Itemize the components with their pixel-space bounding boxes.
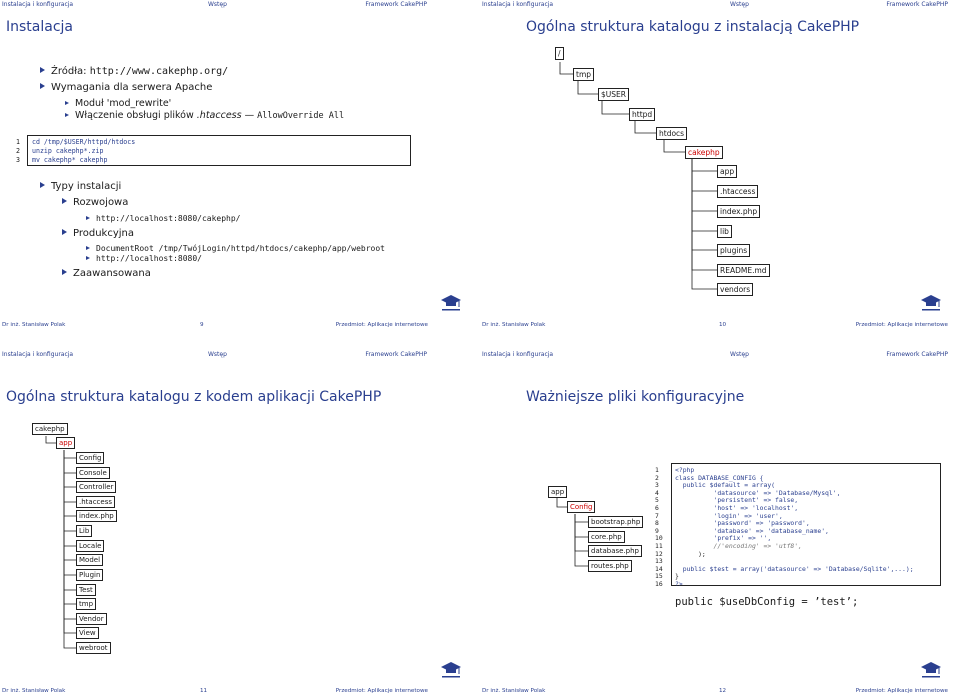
tree-node-core: core.php <box>588 531 625 543</box>
tree-node-lib: Lib <box>76 525 92 537</box>
bullet-install-types <box>40 181 121 192</box>
header-section[interactable]: Instalacja i konfiguracja <box>2 351 74 358</box>
code-line: ); <box>675 549 706 558</box>
bullet-icon <box>86 216 90 220</box>
bullet-prod-url <box>86 253 202 264</box>
line-number: 10 <box>655 534 663 543</box>
code-line: 'prefix' => '', <box>675 534 772 543</box>
bullet-icon <box>86 246 90 250</box>
header-section[interactable]: Instalacja i konfiguracja <box>2 1 74 8</box>
tree-node-cakephp: cakephp <box>32 423 68 435</box>
slide-header <box>0 0 480 10</box>
code-line: public $test = array('datasource' => 'Database/Sqlite',...); <box>675 564 914 573</box>
tree-node-routes: routes.php <box>588 560 632 572</box>
tree-node-root: / <box>555 47 564 60</box>
bullet-prod <box>62 228 134 239</box>
bullet-icon <box>62 198 67 204</box>
tree-node-plugins: plugins <box>717 244 750 257</box>
tree-node-webroot: webroot <box>76 642 111 654</box>
header-topic[interactable]: Framework CakePHP <box>886 1 948 8</box>
code-line-2 <box>16 147 104 155</box>
tree-node-console: Console <box>76 467 110 479</box>
code-text: cd /tmp/$USER/httpd/htdocs <box>32 138 136 146</box>
footer-page: 10 <box>719 322 727 328</box>
line-number: 7 <box>655 511 659 520</box>
tree-node-tmp: tmp <box>573 68 594 81</box>
footer-author: Dr inż. Stanisław Polak <box>482 688 546 694</box>
footer-course: Przedmiot: Aplikacje internetowe <box>335 688 428 694</box>
code-line: ?> <box>675 580 683 588</box>
tree-node-locale: Locale <box>76 540 104 552</box>
university-logo-icon <box>440 658 462 680</box>
prod-url[interactable]: http://localhost:8080/ <box>96 254 202 263</box>
bullet-advanced <box>62 268 151 279</box>
use-db-config-line: public $useDbConfig = ’test’; <box>675 596 859 608</box>
tree-node-user: $USER <box>598 88 629 101</box>
line-number: 1 <box>655 466 659 474</box>
code-line-1 <box>16 138 136 146</box>
line-number: 4 <box>655 488 659 497</box>
footer-course: Przedmiot: Aplikacje internetowe <box>335 322 428 328</box>
header-chapter[interactable]: Wstęp <box>208 1 227 8</box>
footer-course: Przedmiot: Aplikacje internetowe <box>855 688 948 694</box>
shell-code-box <box>16 135 411 166</box>
tree-node-test: Test <box>76 584 96 596</box>
tree-node-vendors: vendors <box>717 283 753 296</box>
tree-node-app: app <box>717 165 737 178</box>
code-line: class DATABASE_CONFIG { <box>675 473 764 482</box>
sources-url[interactable]: http://www.cakephp.org/ <box>89 66 229 77</box>
tree-node-app: app <box>56 437 75 449</box>
footer-page: 11 <box>200 688 208 694</box>
header-topic[interactable]: Framework CakePHP <box>886 351 948 358</box>
tree-node-htdocs: htdocs <box>656 127 687 140</box>
slide-footer <box>480 688 960 696</box>
header-chapter[interactable]: Wstęp <box>730 1 749 8</box>
tree-node-htaccess: .htaccess <box>76 496 115 508</box>
slide-9 <box>0 0 480 349</box>
line-number: 1 <box>16 138 20 146</box>
code-line: 'login' => 'user', <box>675 511 783 520</box>
bullet-sources <box>40 66 228 77</box>
line-number: 11 <box>655 542 663 550</box>
code-line-3 <box>16 156 108 164</box>
line-number: 6 <box>655 504 659 512</box>
line-number: 9 <box>655 526 659 535</box>
slide-title: Ważniejsze pliki konfiguracyjne <box>526 389 745 405</box>
htaccess-file: .htaccess <box>196 110 242 121</box>
footer-author: Dr inż. Stanisław Polak <box>2 322 66 328</box>
bullet-htaccess <box>65 110 344 121</box>
dev-text: Rozwojowa <box>73 197 129 208</box>
line-number: 3 <box>655 481 659 490</box>
tree-node-vendor: Vendor <box>76 613 107 625</box>
bullet-icon <box>86 256 90 260</box>
line-number: 5 <box>655 496 659 505</box>
tree-node-controller: Controller <box>76 481 116 493</box>
slide-header <box>0 350 480 360</box>
tree-node-index: index.php <box>76 510 117 522</box>
bullet-dev <box>62 197 128 208</box>
line-number: 13 <box>655 557 663 566</box>
code-text: mv cakephp* cakephp <box>32 156 108 164</box>
tree-node-plugin: Plugin <box>76 569 103 581</box>
bullet-icon <box>40 83 45 89</box>
bullet-icon <box>40 182 45 188</box>
line-number: 12 <box>655 549 663 558</box>
code-line: 'database' => 'database_name', <box>675 526 829 535</box>
prod-text: Produkcyjna <box>73 228 135 239</box>
university-logo-icon <box>920 658 942 680</box>
footer-page: 9 <box>200 322 204 328</box>
code-line: public $default = array( <box>675 481 776 490</box>
tree-node-cakephp: cakephp <box>685 146 723 159</box>
slide-header <box>480 350 960 360</box>
header-section[interactable]: Instalacja i konfiguracja <box>482 351 554 358</box>
bullet-icon <box>65 101 69 105</box>
code-line: 'persistent' => false, <box>675 496 799 505</box>
header-chapter[interactable]: Wstęp <box>730 351 749 358</box>
requirements-text: Wymagania dla serwera Apache <box>51 82 213 93</box>
line-number: 2 <box>655 473 659 482</box>
header-chapter[interactable]: Wstęp <box>208 351 227 358</box>
footer-author: Dr inż. Stanisław Polak <box>2 688 66 694</box>
tree-node-tmp: tmp <box>76 598 96 610</box>
code-line: } <box>675 572 679 581</box>
bullet-dev-url <box>86 213 241 224</box>
tree-node-htaccess: .htaccess <box>717 185 758 198</box>
tree-node-database: database.php <box>588 545 642 557</box>
line-number: 8 <box>655 519 659 528</box>
docroot-text: DocumentRoot /tmp/TwójLogin/httpd/htdocs/cakephp/app/webroot <box>96 244 385 253</box>
slide-title: Ogólna struktura katalogu z instalacją CakePHP <box>526 19 860 35</box>
header-topic[interactable]: Framework CakePHP <box>365 1 427 8</box>
header-section[interactable]: Instalacja i konfiguracja <box>482 1 554 8</box>
code-line: 'password' => 'password', <box>675 519 810 528</box>
university-logo-icon <box>440 291 462 313</box>
line-number: 15 <box>655 572 663 581</box>
tree-node-view: View <box>76 627 99 639</box>
htaccess-directive: AllowOverride All <box>257 111 345 121</box>
line-number: 3 <box>16 156 20 164</box>
code-line: 'host' => 'localhost', <box>675 504 799 512</box>
code-line: <?php <box>675 466 695 474</box>
sources-label: Źródła: <box>51 66 87 77</box>
slide-10 <box>480 0 960 349</box>
university-logo-icon <box>920 291 942 313</box>
line-number: 16 <box>655 580 663 588</box>
tree-node-readme: README.md <box>717 264 770 277</box>
bullet-icon <box>40 67 45 73</box>
bullet-requirements <box>40 82 212 93</box>
line-number: 2 <box>16 147 20 155</box>
slide-title: Ogólna struktura katalogu z kodem aplikacji CakePHP <box>6 389 382 405</box>
tree-node-bootstrap: bootstrap.php <box>588 516 643 528</box>
footer-course: Przedmiot: Aplikacje internetowe <box>855 322 948 328</box>
footer-author: Dr inż. Stanisław Polak <box>482 322 546 328</box>
slide-11 <box>0 350 480 699</box>
tree-node-config: Config <box>567 501 595 513</box>
slide-footer <box>480 322 960 330</box>
tree-node-app: app <box>548 486 567 498</box>
tree-node-httpd: httpd <box>629 108 655 121</box>
dev-url[interactable]: http://localhost:8080/cakephp/ <box>96 214 241 223</box>
tree-node-lib: lib <box>717 225 732 238</box>
bullet-icon <box>62 269 67 275</box>
bullet-icon <box>62 229 67 235</box>
tree-node-index: index.php <box>717 205 760 218</box>
slide-title: Instalacja <box>6 19 73 35</box>
bullet-icon <box>65 113 69 117</box>
header-topic[interactable]: Framework CakePHP <box>365 351 427 358</box>
tree-node-config: Config <box>76 452 104 464</box>
bullet-mod-rewrite <box>65 98 171 109</box>
line-number: 14 <box>655 564 663 573</box>
code-line: 'datasource' => 'Database/Mysql', <box>675 488 841 497</box>
code-text: unzip cakephp*.zip <box>32 147 104 155</box>
slide-header <box>480 0 960 10</box>
htaccess-text: Włączenie obsługi plików <box>75 110 194 121</box>
mod-rewrite-text: Moduł 'mod_rewrite' <box>75 98 172 109</box>
slide-footer <box>0 322 480 330</box>
advanced-text: Zaawansowana <box>73 268 151 279</box>
footer-page: 12 <box>719 688 727 694</box>
code-line: //'encoding' => 'utf8', <box>675 542 802 550</box>
slide-footer <box>0 688 480 696</box>
install-types-text: Typy instalacji <box>51 181 122 192</box>
htaccess-dash: — <box>241 110 258 121</box>
tree-node-model: Model <box>76 554 103 566</box>
